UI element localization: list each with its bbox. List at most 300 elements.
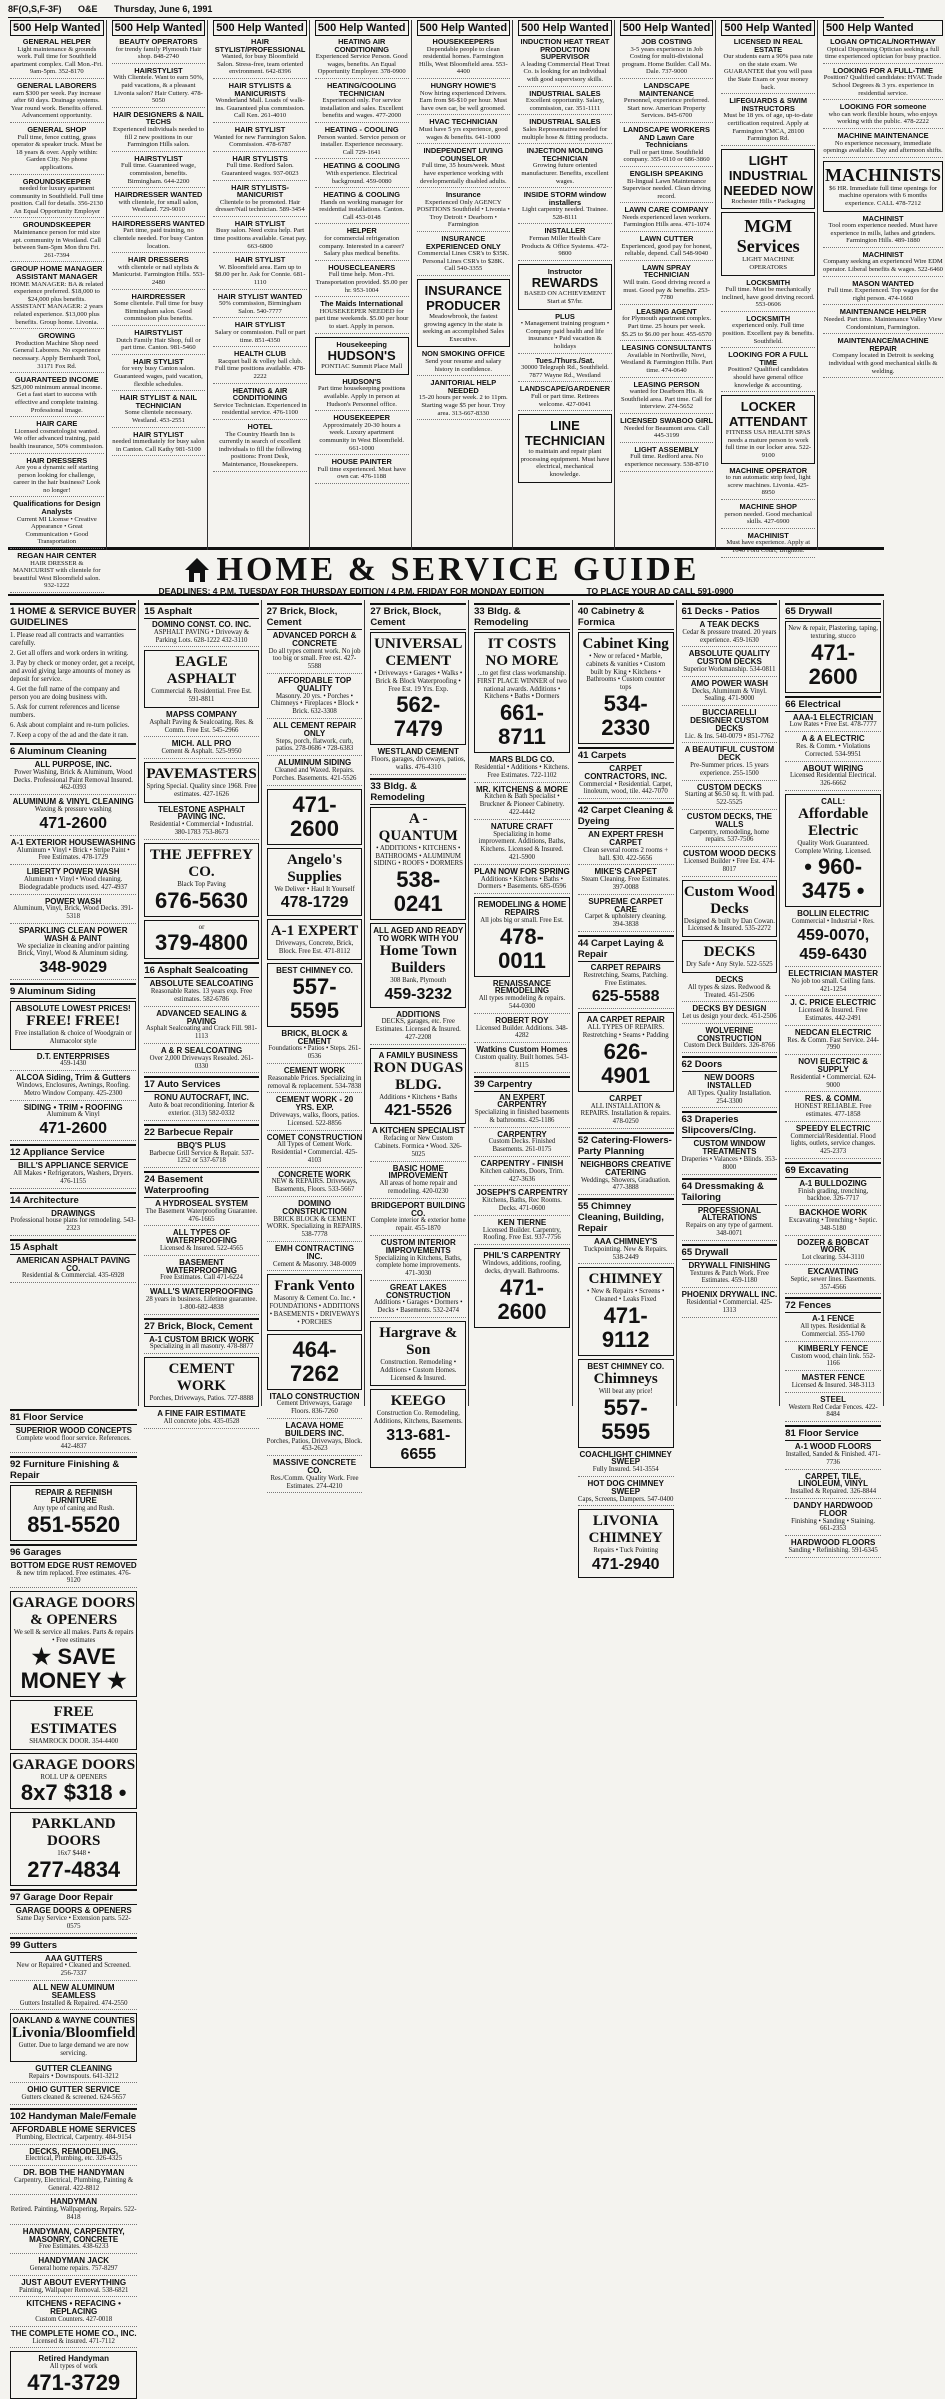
display-name: PAVEMASTERS (146, 765, 257, 782)
section-heading: 6 Aluminum Cleaning (10, 743, 136, 759)
section-heading: 41 Carpets (578, 747, 674, 763)
column-heading: 500 Help Wanted (518, 20, 612, 36)
ad-body: Cement & Masonry. 348-0009 (273, 1260, 357, 1268)
ad-body: With experience. Electrical background. 459-0080 (325, 169, 398, 185)
classified-ad (10, 38, 104, 79)
ad-title: HVAC TECHNICIAN (429, 117, 498, 127)
ad-body: Available in Northville, Novi, Westland & Farmington Hills. Part time. 474-0640 (620, 351, 713, 374)
ad-body: person needed. Good mechanical skills. 427-6900 (724, 510, 812, 526)
ad-body: DECKS, garages, etc. Free Estimates. Licensed & Insured. 427-2208 (375, 1018, 461, 1041)
service-ad (370, 1165, 466, 1199)
business-name: Watkins Custom Homes (476, 1045, 568, 1055)
service-ad (370, 632, 466, 745)
ad-body: Cleaned and Waxed. Repairs. Porches. Basements. 421-5526 (272, 766, 357, 782)
column-heading: 500 Help Wanted (620, 20, 714, 36)
ad-title: LOCKSMITH (746, 277, 791, 287)
ad-body: Additions • Kitchens • Baths (379, 1093, 458, 1101)
phone-number-large: 471-9112 (601, 1303, 650, 1353)
ad-body: A leading Commercial Heat Treat Co. is looking for an individual with good supervisory skills. (520, 60, 610, 83)
ad-body: Tool room experience needed. Must have experience in mills, lathes and grinders. Farmington Hills. 489-1880 (828, 222, 938, 245)
service-ad (10, 2065, 137, 2084)
ad-body: Needed for Beaumont area. Call 445-3199 (623, 424, 710, 440)
phone-number: 471-2600 (39, 1120, 107, 1138)
business-name: DOMINO CONSTRUCTION (282, 1199, 347, 1216)
page-number: 8F(O,S,F-3F) (8, 4, 62, 14)
ad-title: HAIR STYLIST (133, 429, 184, 439)
service-ad (10, 1427, 137, 1453)
service-ad (267, 677, 363, 719)
business-name: CUSTOM INTERIOR IMPROVEMENTS (380, 1237, 456, 1255)
business-name: HANDYMAN JACK (38, 2256, 110, 2266)
service-ad (785, 1125, 881, 1159)
ad-body: Full time. Must be mechanically inclined, have good driving record. 553-0606 (721, 286, 815, 309)
service-ad (682, 621, 778, 647)
classified-column (719, 20, 818, 554)
ad-title: Insurance (445, 190, 481, 200)
ad-body: Floors, garages, driveways, patios, walks. 476-4310 (371, 756, 466, 771)
business-name: COMET CONSTRUCTION (266, 1132, 363, 1142)
ad-title: MACHINIST (747, 530, 789, 540)
ad-body: Residential • Commercial. 624-9000 (790, 1073, 877, 1089)
column-heading: 500 Help Wanted (10, 20, 104, 36)
ad-body: Complete wood floor service. References. 442-4837 (16, 1434, 131, 1450)
ad-body: Licensed Residential Electrical. 326-6662 (790, 772, 877, 788)
guide-deadlines (8, 586, 884, 596)
business-name: ALCOA Siding, Trim & Gutters (15, 1073, 131, 1083)
service-ad (474, 1046, 570, 1072)
business-name: ABSOLUTE QUALITY CUSTOM DECKS (688, 649, 771, 667)
business-name: KITCHENS • REFACING • REPLACING (26, 2299, 121, 2317)
display-name: Cabinet King (582, 636, 669, 652)
ad-body: or (198, 923, 205, 931)
ad-title: INSTALLER (544, 226, 586, 236)
business-name: RES. & COMM. (804, 1094, 862, 1104)
section-heading: 22 Barbecue Repair (144, 1124, 258, 1140)
ad-body: Construction Co. Remodeling, Additions, Kitchens, Basements. (373, 1410, 463, 1426)
ad-body: Free installation & choice of Woodgrain or Alumacolor style (14, 1029, 132, 1045)
display-name: KEEGO (390, 1393, 446, 1410)
business-name: HARDWOOD FLOORS (790, 1538, 876, 1548)
business-name: GUTTER CLEANING (35, 2063, 113, 2073)
ad-body: Specializing in Kitchens, Baths, complete home improvements. 471-3030 (374, 1254, 462, 1278)
ad-title: INJECTION MOLDING TECHNICIAN (526, 146, 604, 163)
ad-body: New or Repaired • Cleaned and Screened. 256-7337 (16, 1962, 131, 1978)
business-name: ADVANCED PORCH & CONCRETE (272, 631, 357, 648)
column-heading: 500 Help Wanted (823, 20, 943, 36)
classified-ad (213, 126, 307, 152)
section-heading: 14 Architecture (10, 1192, 136, 1208)
service-ad (578, 1451, 674, 1477)
ad-body: Reasonable Rates. 13 years exp. Free estimates. 582-6786 (150, 988, 253, 1003)
ad-title: GROUNDSKEEPER (22, 220, 91, 230)
ad-title: HOTEL (247, 421, 273, 431)
business-name: BBQ'S PLUS (177, 1140, 226, 1150)
ad-body: 30000 Telegraph Rd., Southfield. 7877 Wayne Rd., Westland (521, 364, 609, 379)
business-name: AMO POWER WASH (690, 678, 769, 688)
ad-body: Caps, Screens, Dampers. 547-0400 (577, 1495, 674, 1503)
business-name: OAKLAND & WAYNE COUNTIES (12, 2016, 135, 2026)
service-ad (10, 1001, 136, 1049)
ad-title: HEATING/COOLING TECHNICIAN (327, 80, 397, 98)
classified-ad (417, 38, 511, 79)
ad-body: Restretching, Seams, Patching. Free Estimates. (583, 971, 668, 987)
business-name: KEN TIERNE (497, 1217, 547, 1227)
section-heading: 12 Appliance Service (10, 1144, 136, 1160)
classified-ad (620, 235, 714, 261)
ad-body: Any type of caning and Rush. (33, 1504, 115, 1512)
ad-title: HOUSECLEANERS (328, 262, 396, 272)
display-name: Frank Vento (274, 1278, 355, 1295)
business-name: DR. BOB THE HANDYMAN (23, 2168, 125, 2178)
ad-body: Experienced, good pay for honest, reliable, depend. Call 548-9040 (621, 242, 712, 258)
ad-display-text: MACHINISTS (825, 164, 942, 185)
service-ad (578, 1095, 674, 1129)
ad-body: Designed & built by Dan Cowan. Licensed & Insured. 535-2272 (683, 917, 775, 933)
ad-title: HEATING & AIR CONDITIONING (232, 385, 288, 403)
business-name: TELESTONE ASPHALT PAVING INC. (158, 804, 245, 822)
service-ad (785, 999, 881, 1025)
service-ad (10, 2351, 137, 2399)
business-name: JOSEPH'S CARPENTRY (476, 1188, 568, 1198)
business-name: BEST CHIMNEY CO. (276, 965, 353, 975)
column-heading: 500 Help Wanted (721, 20, 815, 36)
ad-body: • ADDITIONS • KITCHENS • BATHROOMS • ALUMINUM SIDING • ROOFS • DORMERS (373, 844, 463, 868)
ad-title: LOOKING FOR A FULL-TIME (832, 65, 934, 75)
classified-ad (823, 38, 943, 64)
section-heading: 65 Drywall (682, 1244, 778, 1260)
ad-body: Repairs • Downspouts. 641-3212 (28, 2072, 119, 2080)
service-ad (10, 1257, 136, 1283)
classified-ad (721, 351, 815, 392)
ad-body: Ferman Miller Health Care Products & Office Systems. 472-9800 (521, 235, 609, 258)
service-ad (370, 1202, 466, 1236)
business-name: A & R SEALCOATING (160, 1045, 243, 1055)
ad-body: Kitchen & Bath Specialist • Bruckner & Pioneer Cabinetry. 422-4442 (479, 793, 565, 816)
business-name: A-1 WOOD FLOORS (794, 1442, 872, 1452)
service-ad (10, 2300, 137, 2326)
service-ad (10, 2148, 137, 2167)
business-name: STEEL (820, 1394, 847, 1404)
classified-ad (315, 378, 409, 411)
business-name: CARPET CONTRACTORS, INC. (584, 763, 667, 781)
service-ad (578, 898, 674, 932)
ad-title: LICENSED IN REAL ESTATE (733, 37, 803, 54)
ad-body: HAIR DRESSER & MANICURIST with clientele for beautiful West Bloomfield salon. 932-1222 (13, 559, 101, 590)
classified-ad (721, 503, 815, 529)
ad-body: Do all types cement work. No job too big or small. Free est. 427-5588 (268, 647, 361, 671)
service-ad (682, 1074, 778, 1108)
ad-body: All areas of home repair and remodeling. 420-0230 (379, 1180, 458, 1195)
service-ad (474, 756, 570, 782)
ad-body: We sell & service all makes. Parts & repairs • Free estimates (13, 1629, 134, 1644)
business-name: DECKS (715, 974, 744, 984)
classified-ad (518, 357, 612, 383)
service-ad (370, 1239, 466, 1281)
ad-body: Licensed cosmetologist wanted. We offer advanced training, paid health insurance, 50% commission. (10, 427, 104, 450)
ad-body: Current MI License • Creative Appearance • Great Communication • Good Transportation (16, 515, 97, 546)
section-heading: 61 Decks - Patios (682, 603, 778, 619)
display-name: PARKLAND DOORS (31, 1816, 116, 1850)
service-ad (474, 1219, 570, 1245)
ad-title: MAINTENANCE HELPER (839, 307, 927, 317)
classified-ad (10, 221, 104, 262)
service-ad (785, 910, 881, 967)
service-ad (267, 632, 363, 674)
ad-body: The Country Hearth Inn is currently in search of excellent individuals to fill the following positions: Front Desk, Maintenance, Housekeepers. (218, 430, 302, 468)
classified-ad (518, 313, 612, 354)
classified-ad (823, 215, 943, 248)
service-ad (267, 759, 363, 785)
ad-title: HOUSEKEEPERS (432, 37, 495, 46)
ad-body: Western Red Cedar Fences. 422-8484 (788, 1403, 878, 1419)
business-name: CARPET (609, 1093, 643, 1103)
business-name: CARPET REPAIRS (590, 962, 661, 972)
ad-body: All Types. Quality Installation. 254-3300 (687, 1089, 772, 1105)
ad-body: Kitchen cabinets, Doors, Trim. 427-3636 (480, 1167, 564, 1183)
service-ad (370, 1321, 466, 1386)
ad-body: 50% commission, Birmingham Salon. 540-7777 (218, 300, 302, 315)
business-name: A TEAK DECKS (699, 620, 760, 629)
ad-body: FITNESS USA HEALTH SPAS needs a mature person to work full time in our locker area. 522-9100 (725, 429, 812, 459)
ad-body: Finish grading, trenching, backhoe. 326-7717 (798, 1187, 869, 1203)
section-heading: 39 Carpentry (474, 1076, 570, 1092)
business-name: ALL CEMENT REPAIR ONLY (272, 720, 357, 738)
display-name: RON DUGAS BLDG. (373, 1059, 464, 1093)
ad-title: INDUSTRIAL SALES (529, 117, 601, 127)
ad-body: Busy salon. Need extra help. Part time positions available. Great pay. 663-6800 (213, 227, 307, 250)
ad-body: Will train. Good driving record a must. Good pay & benefits. 253-7780 (623, 279, 711, 302)
ad-body: Textures & Patch Work. Free Estimates. 459-1180 (689, 1269, 769, 1285)
business-name: BOTTOM EDGE RUST REMOVED (10, 1560, 137, 1570)
service-ad (578, 1359, 674, 1448)
ad-body: Pre-Summer prices. 15 years experience. 255-1500 (690, 761, 769, 777)
business-name: RONU AUTOCRAFT, INC. (154, 1093, 249, 1103)
ad-body: Carpet & upholstery cleaning. 394-3838 (584, 913, 667, 929)
business-name: ADVANCED SEALING & PAVING (156, 1008, 247, 1026)
ad-title: HAIRSTYLIST (134, 65, 183, 75)
ad-title: HAIR STYLIST (234, 255, 286, 265)
classified-ad (518, 264, 612, 310)
ad-body: Gutters Installed & Repaired. 474-2550 (19, 1999, 128, 2007)
classified-ad (823, 337, 943, 378)
ad-body: Free Estimates. Call 471-6224 (160, 1274, 243, 1282)
ad-body: Wanted for new Farmington Salon. Commission. 478-6787 (213, 133, 307, 149)
classified-ad (112, 394, 206, 427)
service-ad (144, 711, 258, 737)
service-ad (10, 1162, 136, 1188)
ad-title: NON SMOKING OFFICE (421, 349, 505, 359)
business-name: BASEMENT WATERPROOFING (166, 1257, 237, 1275)
business-name: ITALO CONSTRUCTION (269, 1391, 360, 1401)
business-name: GARAGE DOORS & OPENERS (15, 1906, 132, 1916)
service-ad (10, 2086, 137, 2105)
ad-body: Wonderland Mall. Loads of walk-ins. Guaranteed plus commission. Call Ken. 261-4010 (215, 97, 305, 120)
classified-ad (620, 82, 714, 123)
section-heading: 15 Asphalt (10, 1239, 136, 1255)
phone-number: 471-2940 (591, 1556, 660, 1574)
business-name: PLAN NOW FOR SPRING (474, 866, 570, 876)
service-ad (785, 1239, 881, 1265)
guide-column (142, 600, 261, 1425)
business-name: WOLVERINE CONSTRUCTION (697, 1025, 762, 1043)
service-ad (785, 714, 881, 733)
service-ad (267, 1030, 363, 1064)
business-name: ALL AGED AND READY TO WORK WITH YOU (373, 926, 464, 943)
ad-body: Service Technician. Experienced in residential service. 476-1100 (213, 401, 307, 417)
business-name: MR. KITCHENS & MORE (475, 784, 568, 794)
section-heading: 27 Brick, Block, Cement (370, 603, 466, 630)
ad-body: ASPHALT PAVING • Driveway & Parking Lots. 628-1222 432-3110 (153, 628, 250, 644)
ad-body: Full time. Guaranteed wage, commission, benefits. Birmingham. 644-2200 (120, 162, 196, 185)
service-ad (785, 1315, 881, 1341)
place-ad-phone: TO PLACE YOUR AD CALL 591-0900 (586, 586, 734, 596)
ad-title: INDUSTRIAL SALES (529, 88, 601, 98)
ad-body: Lot clearing. 534-3110 (802, 1254, 865, 1262)
ad-body: Residential & Commercial. 435-6928 (22, 1272, 125, 1280)
phone-number-large: 557-5595 (601, 1394, 651, 1444)
ad-title: INDEPENDENT LIVING COUNSELOR (423, 146, 504, 163)
ad-display-text: LOCKER ATTENDANT (728, 399, 808, 430)
business-name: CARPET, TILE, LINOLEUM, VINYL (798, 1471, 869, 1489)
ad-body: Refacing or New Custom Cabinets. Formica • Wood. 326-5025 (374, 1135, 462, 1158)
display-name: THE JEFFREY CO. (150, 846, 253, 880)
classified-ad (315, 162, 409, 188)
ad-body: for commercial refrigeration company. Interested in a career? Salary plus medical benefits. (319, 235, 405, 258)
ad-title: HAIR DRESSERS (128, 255, 189, 265)
business-name: A FINE FAIR ESTIMATE (157, 1409, 246, 1419)
service-ad (10, 2257, 137, 2276)
service-ad (682, 1207, 778, 1241)
ad-body: Now hiring experienced Drivers. Earn from $6-$10 per hour. Must have own car, be well groomed. (419, 89, 508, 112)
service-ad (578, 1238, 674, 1264)
classified-ad (315, 126, 409, 159)
service-ad (474, 897, 570, 976)
service-ad (267, 1067, 363, 1093)
classified-ad (10, 265, 104, 329)
ad-body: Superior Workmanship. 534-0811 (683, 665, 776, 673)
ad-body: ALL INSTALLATION & REPAIRS. Installation & repairs. 478-0250 (580, 1102, 671, 1126)
ad-title: LAWN SPRAY TECHNICIAN (642, 262, 691, 280)
service-ad (370, 1127, 466, 1161)
business-name: ABSOLUTE SEALCOATING (149, 979, 254, 989)
ad-body: • New or refaced • Marble, cabinets & vanities • Custom built by King • Kitchens • Bathrooms • Custom counter tops (586, 653, 666, 692)
ad-body: Res. & Comm. • Violations Corrected. 534-9951 (795, 742, 871, 758)
ad-body: wanted for Dearborn Hts. & Southfield area. Part time. Call for interview. 274-5652 (621, 388, 713, 411)
section-heading: 33 Bldg. & Remodeling (370, 778, 466, 805)
service-ad (10, 898, 136, 924)
business-name: SIDING • TRIM • ROOFING (23, 1102, 123, 1112)
service-ad (144, 740, 258, 759)
service-ad (785, 1502, 881, 1536)
service-ad (267, 1422, 363, 1456)
display-name: IT COSTS NO MORE (485, 636, 559, 669)
business-name: AA CARPET REPAIR (586, 1015, 665, 1025)
display-name: Angelo's Supplies (287, 851, 343, 885)
classified-ad (518, 414, 612, 482)
service-ad (144, 1357, 258, 1407)
service-ad (144, 980, 258, 1006)
ad-title: HAIR STYLIST WANTED (217, 291, 303, 301)
classified-ad (620, 381, 714, 414)
classified-ad (315, 414, 409, 455)
business-name: NEIGHBORS CREATIVE CATERING (580, 1159, 671, 1177)
service-ad (370, 807, 466, 920)
ad-title: INSIDE STORM window installers (523, 190, 607, 207)
phone-number-large: 562-7479 (393, 692, 443, 742)
ad-body: Hands on working manager for residential installations. Canton. Call 453-0148 (319, 198, 405, 221)
ad-body: HONEST RELIABLE. Free estimates. 477-1858 (794, 1103, 872, 1118)
ad-body: Full time. Experienced. Top wages for the right person. 474-1660 (827, 287, 939, 302)
business-name: MAPSS COMPANY (166, 709, 237, 719)
ad-title: MAINTENANCE/MACHINE REPAIR (837, 336, 929, 353)
ad-body: Full time. Redford Salon. Guaranteed wages. 937-0023 (221, 162, 299, 177)
service-ad (474, 1131, 570, 1157)
section-heading: 42 Carpet Cleaning & Dyeing (578, 802, 674, 829)
ad-body: to maintain and repair plant processing equipment. Must have electrical, mechanical knowledge. (520, 448, 610, 478)
ad-body: Needs experienced lawn workers. Farmington Hills area. 471-1074 (622, 213, 712, 229)
phone-number: 421-5526 (384, 1102, 453, 1120)
ad-body: • Management training program • Company paid health and life insurance • Paid vacation & holidays (520, 320, 610, 350)
business-name: SUPERIOR WOOD CONCEPTS (15, 1426, 132, 1435)
ad-body: Clientele to be promoted. Hair dresser/Nail technician. 589-3454 (215, 198, 305, 214)
ad-body: Low Rates • Free Est. 478-7777 (789, 721, 877, 729)
ad-body: Commercial & Residential. Free Est. 591-8811 (151, 688, 252, 704)
service-ad (144, 1047, 258, 1073)
service-ad (10, 868, 136, 894)
business-name: HANDYMAN, CARPENTRY, MASONRY, CONCRETE (22, 2226, 125, 2244)
ad-body: Specializing in home improvement. Additions, Baths, Kitchens. Licensed & Insured. 421-5900 (478, 830, 566, 861)
ad-body: Racquet ball & volley ball club. Full time positions available. 478-2222 (214, 357, 306, 380)
ad-body: Wanted, for busy Bloomfield Salon. Stress-free, team oriented environment. 642-8396 (217, 53, 303, 76)
ad-title: LICENSED SWABOO GIRL (620, 415, 713, 425)
ad-title: HAIR STYLIST (234, 218, 286, 228)
display-name: GARAGE DOORS & OPENERS (12, 1595, 136, 1629)
service-ad (267, 1171, 363, 1197)
ad-title: HAIR CARE (36, 419, 78, 429)
business-name: A BEAUTIFUL CUSTOM DECK (684, 745, 775, 763)
ad-body: Licensed Builder • Free Est. 474-8017 (684, 857, 775, 873)
classified-ad (315, 82, 409, 123)
business-name: ALUMINUM & VINYL CLEANING (12, 797, 134, 807)
display-name: FREE! FREE! (26, 1012, 121, 1029)
business-name: WESTLAND CEMENT (377, 747, 459, 757)
ad-body: Electrical, Plumbing, etc. 326-4325 (25, 2155, 122, 2163)
ad-body: Cement Driveways, Garage Floors. 836-7260 (276, 1400, 353, 1416)
classified-ad (213, 387, 307, 420)
service-ad (370, 1048, 466, 1125)
service-ad (785, 1029, 881, 1055)
phone-number: 313-681-6655 (386, 1427, 451, 1464)
ad-body: No job too small. Ceiling fans. 421-1254 (791, 977, 875, 993)
service-ad (682, 1005, 778, 1024)
classified-column (211, 20, 310, 550)
service-ad (267, 722, 363, 756)
service-ad (267, 1334, 363, 1390)
service-ad (370, 923, 466, 1007)
ad-title: GROWING (38, 331, 76, 341)
home-service-banner (8, 552, 884, 596)
ad-title: HAIRDRESSERS WANTED (112, 218, 205, 228)
ad-body: Maintenance person for mid size apt. community in Westland. Call between 9am-5pm Mon thru Fri. 261-7394 (12, 229, 101, 259)
ad-body: Company seeking an experienced Wire EDM operator. Liberal benefits & wages. 522-6460 (823, 258, 943, 274)
ad-body: Reasonable Prices. Specializing in removal & replacement. 534-7838 (267, 1074, 362, 1090)
business-name: NOVI ELECTRIC & SUPPLY (798, 1057, 869, 1074)
ad-body: Driveways, Concrete, Brick, Block. Free Est. 471-8112 (275, 940, 354, 956)
ad-title: Instructor (547, 266, 583, 276)
service-ad (578, 1480, 674, 1506)
business-name: Retired Handyman (38, 2354, 110, 2364)
ad-title: PLUS (555, 311, 575, 321)
